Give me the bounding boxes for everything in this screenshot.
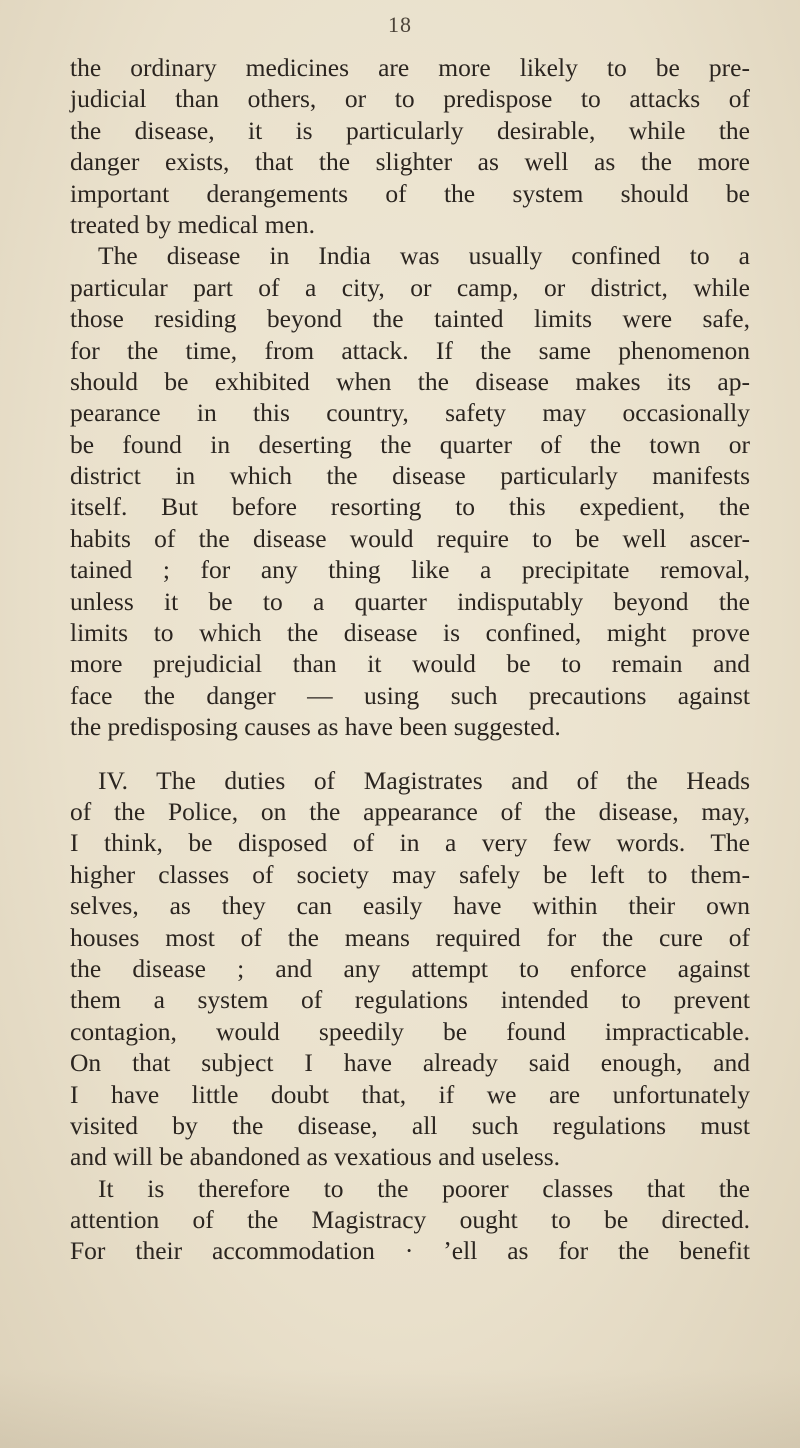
text-line: limits to which the disease is confined, might prove: [70, 618, 750, 648]
text-line: important derangements of the system should be: [70, 178, 750, 208]
text-line: I have little doubt that, if we are unfortunately: [70, 1079, 750, 1109]
page-edge-shadow: [0, 1368, 800, 1448]
text-line: houses most of the means required for the cure of: [70, 922, 750, 952]
text-line: them a system of regulations intended to prevent: [70, 985, 750, 1015]
text-line: judicial than others, or to predispose to attacks of: [70, 84, 750, 114]
text-line: visited by the disease, all such regulations must: [70, 1110, 750, 1140]
text-line: selves, as they can easily have within their own: [70, 891, 750, 921]
text-line: itself. But before resorting to this expedient, the: [70, 492, 750, 522]
text-line: treated by medical men.: [70, 209, 315, 239]
text-line: For their accommodation · ʼell as for the benefit: [70, 1236, 750, 1266]
text-line: particular part of a city, or camp, or district, while: [70, 272, 750, 302]
text-line: higher classes of society may safely be left to them-: [70, 859, 750, 889]
text-line: tained ; for any thing like a precipitate removal,: [70, 555, 750, 585]
text-line: and will be abandoned as vexatious and useless.: [70, 1142, 561, 1172]
body-text: [70, 52, 750, 1267]
text-line: should be exhibited when the disease makes its ap-: [70, 366, 750, 396]
text-line: pearance in this country, safety may occasionally: [70, 398, 750, 428]
text-line: attention of the Magistracy ought to be directed.: [70, 1205, 750, 1235]
text-line: face the danger — using such precautions against: [70, 680, 750, 710]
text-line: the predisposing causes as have been suggested.: [70, 712, 561, 742]
text-line: those residing beyond the tainted limits were safe,: [70, 304, 750, 334]
text-line: On that subject I have already said enough, and: [70, 1048, 750, 1078]
text-line: of the Police, on the appearance of the disease, may,: [70, 796, 750, 826]
paragraph-2: [70, 240, 750, 742]
text-line: more prejudicial than it would be to remain and: [70, 649, 750, 679]
text-line: for the time, from attack. If the same phenomenon: [70, 335, 750, 365]
paragraph-4: [70, 1173, 750, 1267]
text-line: The disease in India was usually confined to a: [98, 241, 750, 271]
text-line: the ordinary medicines are more likely to be pre-: [70, 53, 750, 82]
text-line: contagion, would speedily be found impracticable.: [70, 1016, 750, 1046]
text-line: district in which the disease particularly manifests: [70, 461, 750, 491]
text-line: unless it be to a quarter indisputably beyond the: [70, 586, 750, 616]
text-line: It is therefore to the poorer classes that the: [98, 1173, 750, 1203]
text-line: IV. The duties of Magistrates and of the Heads: [98, 765, 750, 795]
text-line: danger exists, that the slighter as well as the more: [70, 147, 750, 177]
paragraph-1: [70, 52, 750, 240]
text-line: the disease ; and any attempt to enforce against: [70, 953, 750, 983]
paragraph-gap: [70, 743, 750, 765]
text-line: habits of the disease would require to be well ascer-: [70, 523, 750, 553]
text-line: the disease, it is particularly desirable, while the: [70, 115, 750, 145]
text-line: be found in deserting the quarter of the town or: [70, 429, 750, 459]
text-line: I think, be disposed of in a very few words. The: [70, 828, 750, 858]
paragraph-3: [70, 765, 750, 1173]
page-number: 18: [388, 12, 412, 37]
